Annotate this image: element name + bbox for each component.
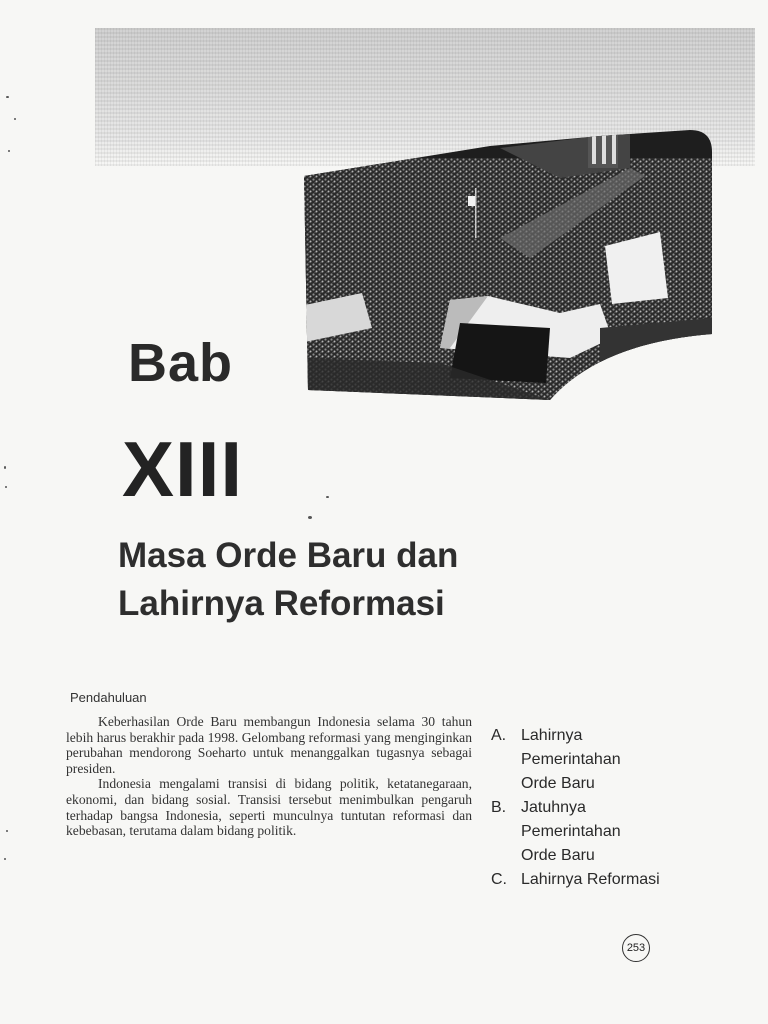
toc-item (491, 868, 721, 892)
toc-text: Jatuhnya Pemerintahan Orde Baru (521, 799, 621, 864)
toc-letter: C. (491, 871, 507, 888)
chapter-number: XIII (122, 425, 244, 513)
scan-speck (5, 486, 7, 488)
scan-speck (4, 466, 6, 469)
intro-paragraph: Indonesia mengalami transisi di bidang politik, ketatanegaraan, ekonomi, dan bidang sosial. Transisi tersebut menimbulkan pengaruh terhadap bangsa Indonesia, seperti munculnya tuntutan reformasi dan kebebasan, terutama dalam bidang politik. (66, 776, 472, 839)
toc-text: Lahirnya Reformasi (521, 871, 660, 888)
scan-speck (8, 150, 10, 152)
toc-item (491, 796, 721, 868)
scan-speck (14, 118, 16, 120)
chapter-title (118, 532, 638, 628)
scan-speck (308, 516, 312, 519)
toc-letter: B. (491, 799, 507, 816)
scan-speck (326, 496, 329, 498)
toc-text: Lahirnya Pemerintahan Orde Baru (521, 727, 621, 792)
chapter-title-line: Masa Orde Baru dan (118, 536, 459, 575)
scan-speck (6, 96, 9, 98)
intro-body (66, 714, 472, 839)
chapter-label: Bab (128, 333, 234, 393)
crowd-photo (300, 128, 714, 402)
scan-speck (4, 858, 6, 860)
toc-letter: A. (491, 727, 507, 744)
intro-heading: Pendahuluan (70, 690, 147, 705)
toc-item (491, 724, 721, 796)
chapter-title-line: Lahirnya Reformasi (118, 584, 445, 623)
intro-paragraph: Keberhasilan Orde Baru membangun Indonesia selama 30 tahun lebih harus berakhir pada 1998. Gelombang reformasi yang menginginkan perubahan mendorong Soeharto untuk menanggalkan tugasnya sebagai presiden. (66, 714, 472, 776)
chapter-contents (491, 724, 721, 892)
scan-speck (6, 830, 8, 832)
page-number: 253 (622, 934, 650, 962)
